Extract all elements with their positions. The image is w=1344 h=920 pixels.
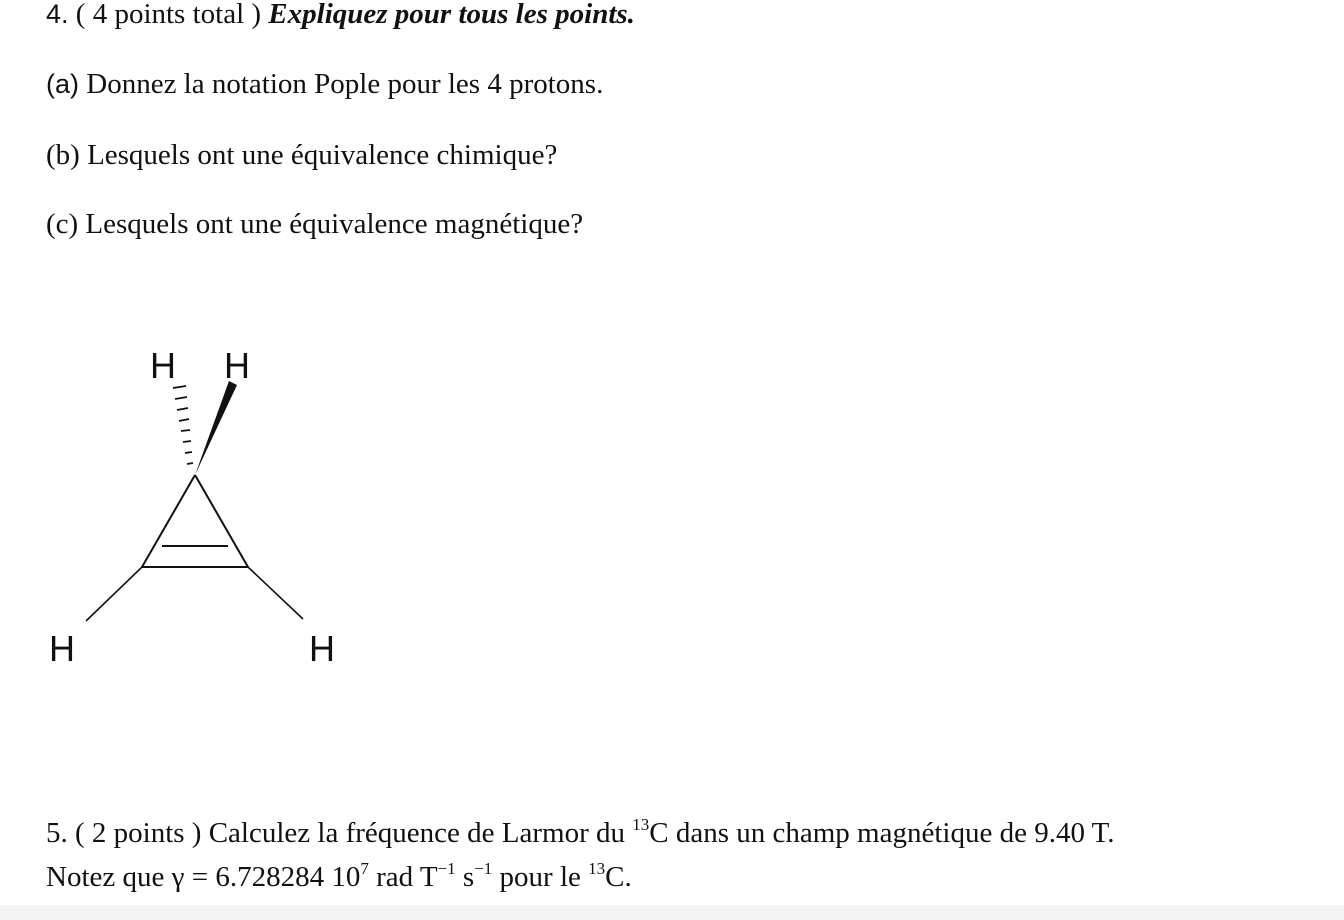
question-5-points: ( 2 points ) xyxy=(75,817,202,849)
unit-tesla-exponent: −1 xyxy=(437,859,456,878)
hashed-bond xyxy=(173,386,193,464)
equals-sign: = xyxy=(191,861,209,893)
note-isotope-symbol: C. xyxy=(605,861,632,893)
gamma-mantissa: 6.728284 xyxy=(215,861,325,893)
cyclopropene-structure xyxy=(0,0,420,720)
unit-tesla: T xyxy=(419,861,438,893)
note-suffix: pour le xyxy=(499,861,581,893)
atom-h-bottom-right: H xyxy=(309,628,335,669)
part-a-text: Donnez la notation Pople pour les 4 protons. xyxy=(86,68,604,100)
isotope-mass: 13 xyxy=(632,815,650,834)
atom-h-top-left: H xyxy=(150,345,176,386)
atom-h-bottom-left: H xyxy=(49,628,75,669)
bond-to-bottom-right-h xyxy=(248,567,303,619)
isotope-symbol: C xyxy=(649,817,669,849)
question-4-part-c: (c) Lesquels ont une équivalence magnétique? xyxy=(46,208,584,240)
gamma-symbol: γ xyxy=(171,861,185,893)
unit-second-exponent: −1 xyxy=(474,859,493,878)
question-5-line-1 xyxy=(46,816,1114,850)
bond-to-bottom-left-h xyxy=(86,567,142,621)
page-bottom-edge xyxy=(0,905,1344,920)
note-prefix: Notez que xyxy=(46,861,165,893)
unit-rad: rad xyxy=(376,861,414,893)
ring-bond-right xyxy=(195,475,248,567)
wedge-bond xyxy=(195,381,237,475)
question-5-text-end: dans un champ magnétique de 9.40 T. xyxy=(675,817,1115,849)
ring-bond-left xyxy=(142,475,195,567)
gamma-base: 10 xyxy=(331,861,361,893)
question-5-number: 5. xyxy=(46,817,68,849)
part-a-label: (a) xyxy=(46,69,79,99)
unit-second: s xyxy=(462,861,475,893)
question-5-line-2 xyxy=(46,860,632,894)
question-4-instruction: Expliquez pour tous les points. xyxy=(268,0,635,30)
note-isotope-mass: 13 xyxy=(588,859,606,878)
question-4-part-b: (b) Lesquels ont une équivalence chimique? xyxy=(46,139,558,171)
question-4-points: ( 4 points total ) xyxy=(75,0,262,30)
question-5-text-start: Calculez la fréquence de Larmor du xyxy=(208,817,625,849)
gamma-exponent: 7 xyxy=(360,859,369,878)
atom-h-top-right: H xyxy=(224,345,250,386)
question-4-number: 4. xyxy=(46,0,69,29)
